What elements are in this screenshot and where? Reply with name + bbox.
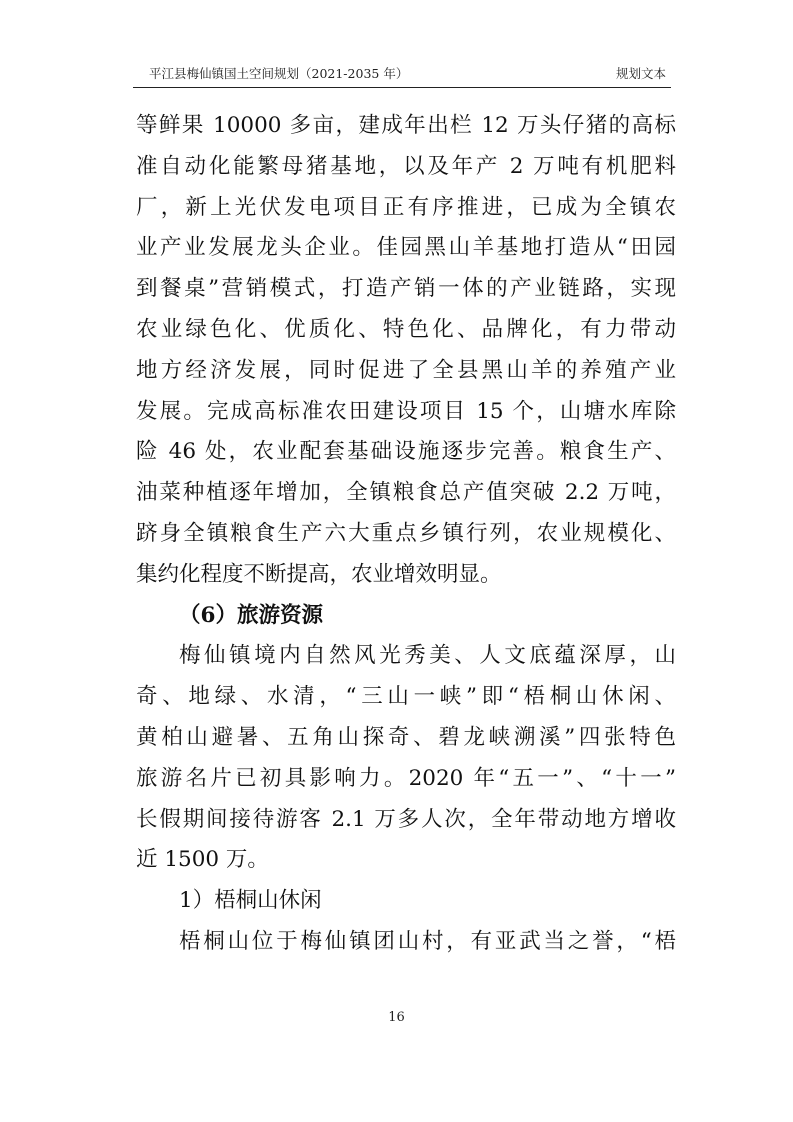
text-line: 跻身全镇粮食生产六大重点乡镇行列，农业规模化、 [136,520,676,546]
text-line: 旅游名片已初具影响力。2020 年“五一”、“十一” [136,765,676,791]
body-text [136,106,676,963]
page-header [133,62,668,84]
paragraph-tourism [136,636,676,881]
paragraph-wutong-mountain [136,922,676,963]
text-line: 黄柏山避暑、五角山探奇、碧龙峡溯溪”四张特色 [136,724,676,750]
header-divider [133,87,671,88]
page-number: 16 [388,1010,405,1025]
subheading-wutong-mountain: 1）梧桐山休闲 [179,888,322,914]
text-line: 梧桐山位于梅仙镇团山村，有亚武当之誉，“梧 [179,928,676,954]
document-type: 规划文本 [615,66,666,81]
text-line: 厂，新上光伏发电项目正有序推进，已成为全镇农 [136,194,676,220]
text-line: 业产业发展龙头企业。佳园黑山羊基地打造从“田园 [136,235,676,261]
text-line: 到餐桌”营销模式，打造产销一体的产业链路，实现 [136,276,676,302]
text-line: 近 1500 万。 [136,847,269,873]
text-line: 梅仙镇境内自然风光秀美、人文底蕴深厚，山 [179,643,676,669]
text-line: 油菜种植逐年增加，全镇粮食总产值突破 2.2 万吨， [136,480,676,506]
text-line: 集约化程度不断提高，农业增效明显。 [136,561,502,587]
text-line: 奇、地绿、水清，“三山一峡”即“梧桐山休闲、 [136,684,676,710]
text-line: 险 46 处，农业配套基础设施逐步完善。粮食生产、 [136,439,676,465]
paragraph-agriculture [136,106,676,596]
text-line: 发展。完成高标准农田建设项目 15 个，山塘水库除 [136,398,676,424]
text-line: 长假期间接待游客 2.1 万多人次，全年带动地方增收 [136,806,676,832]
document-title: 平江县梅仙镇国土空间规划（2021-2035 年） [149,66,409,81]
text-line: 农业绿色化、优质化、特色化、品牌化，有力带动 [136,316,676,342]
section-heading-tourism: （6）旅游资源 [179,602,323,628]
text-line: 准自动化能繁母猪基地，以及年产 2 万吨有机肥料 [136,153,676,179]
text-line: 等鲜果 10000 多亩，建成年出栏 12 万头仔猪的高标 [136,113,676,138]
text-line: 地方经济发展，同时促进了全县黑山羊的养殖产业 [136,357,676,383]
